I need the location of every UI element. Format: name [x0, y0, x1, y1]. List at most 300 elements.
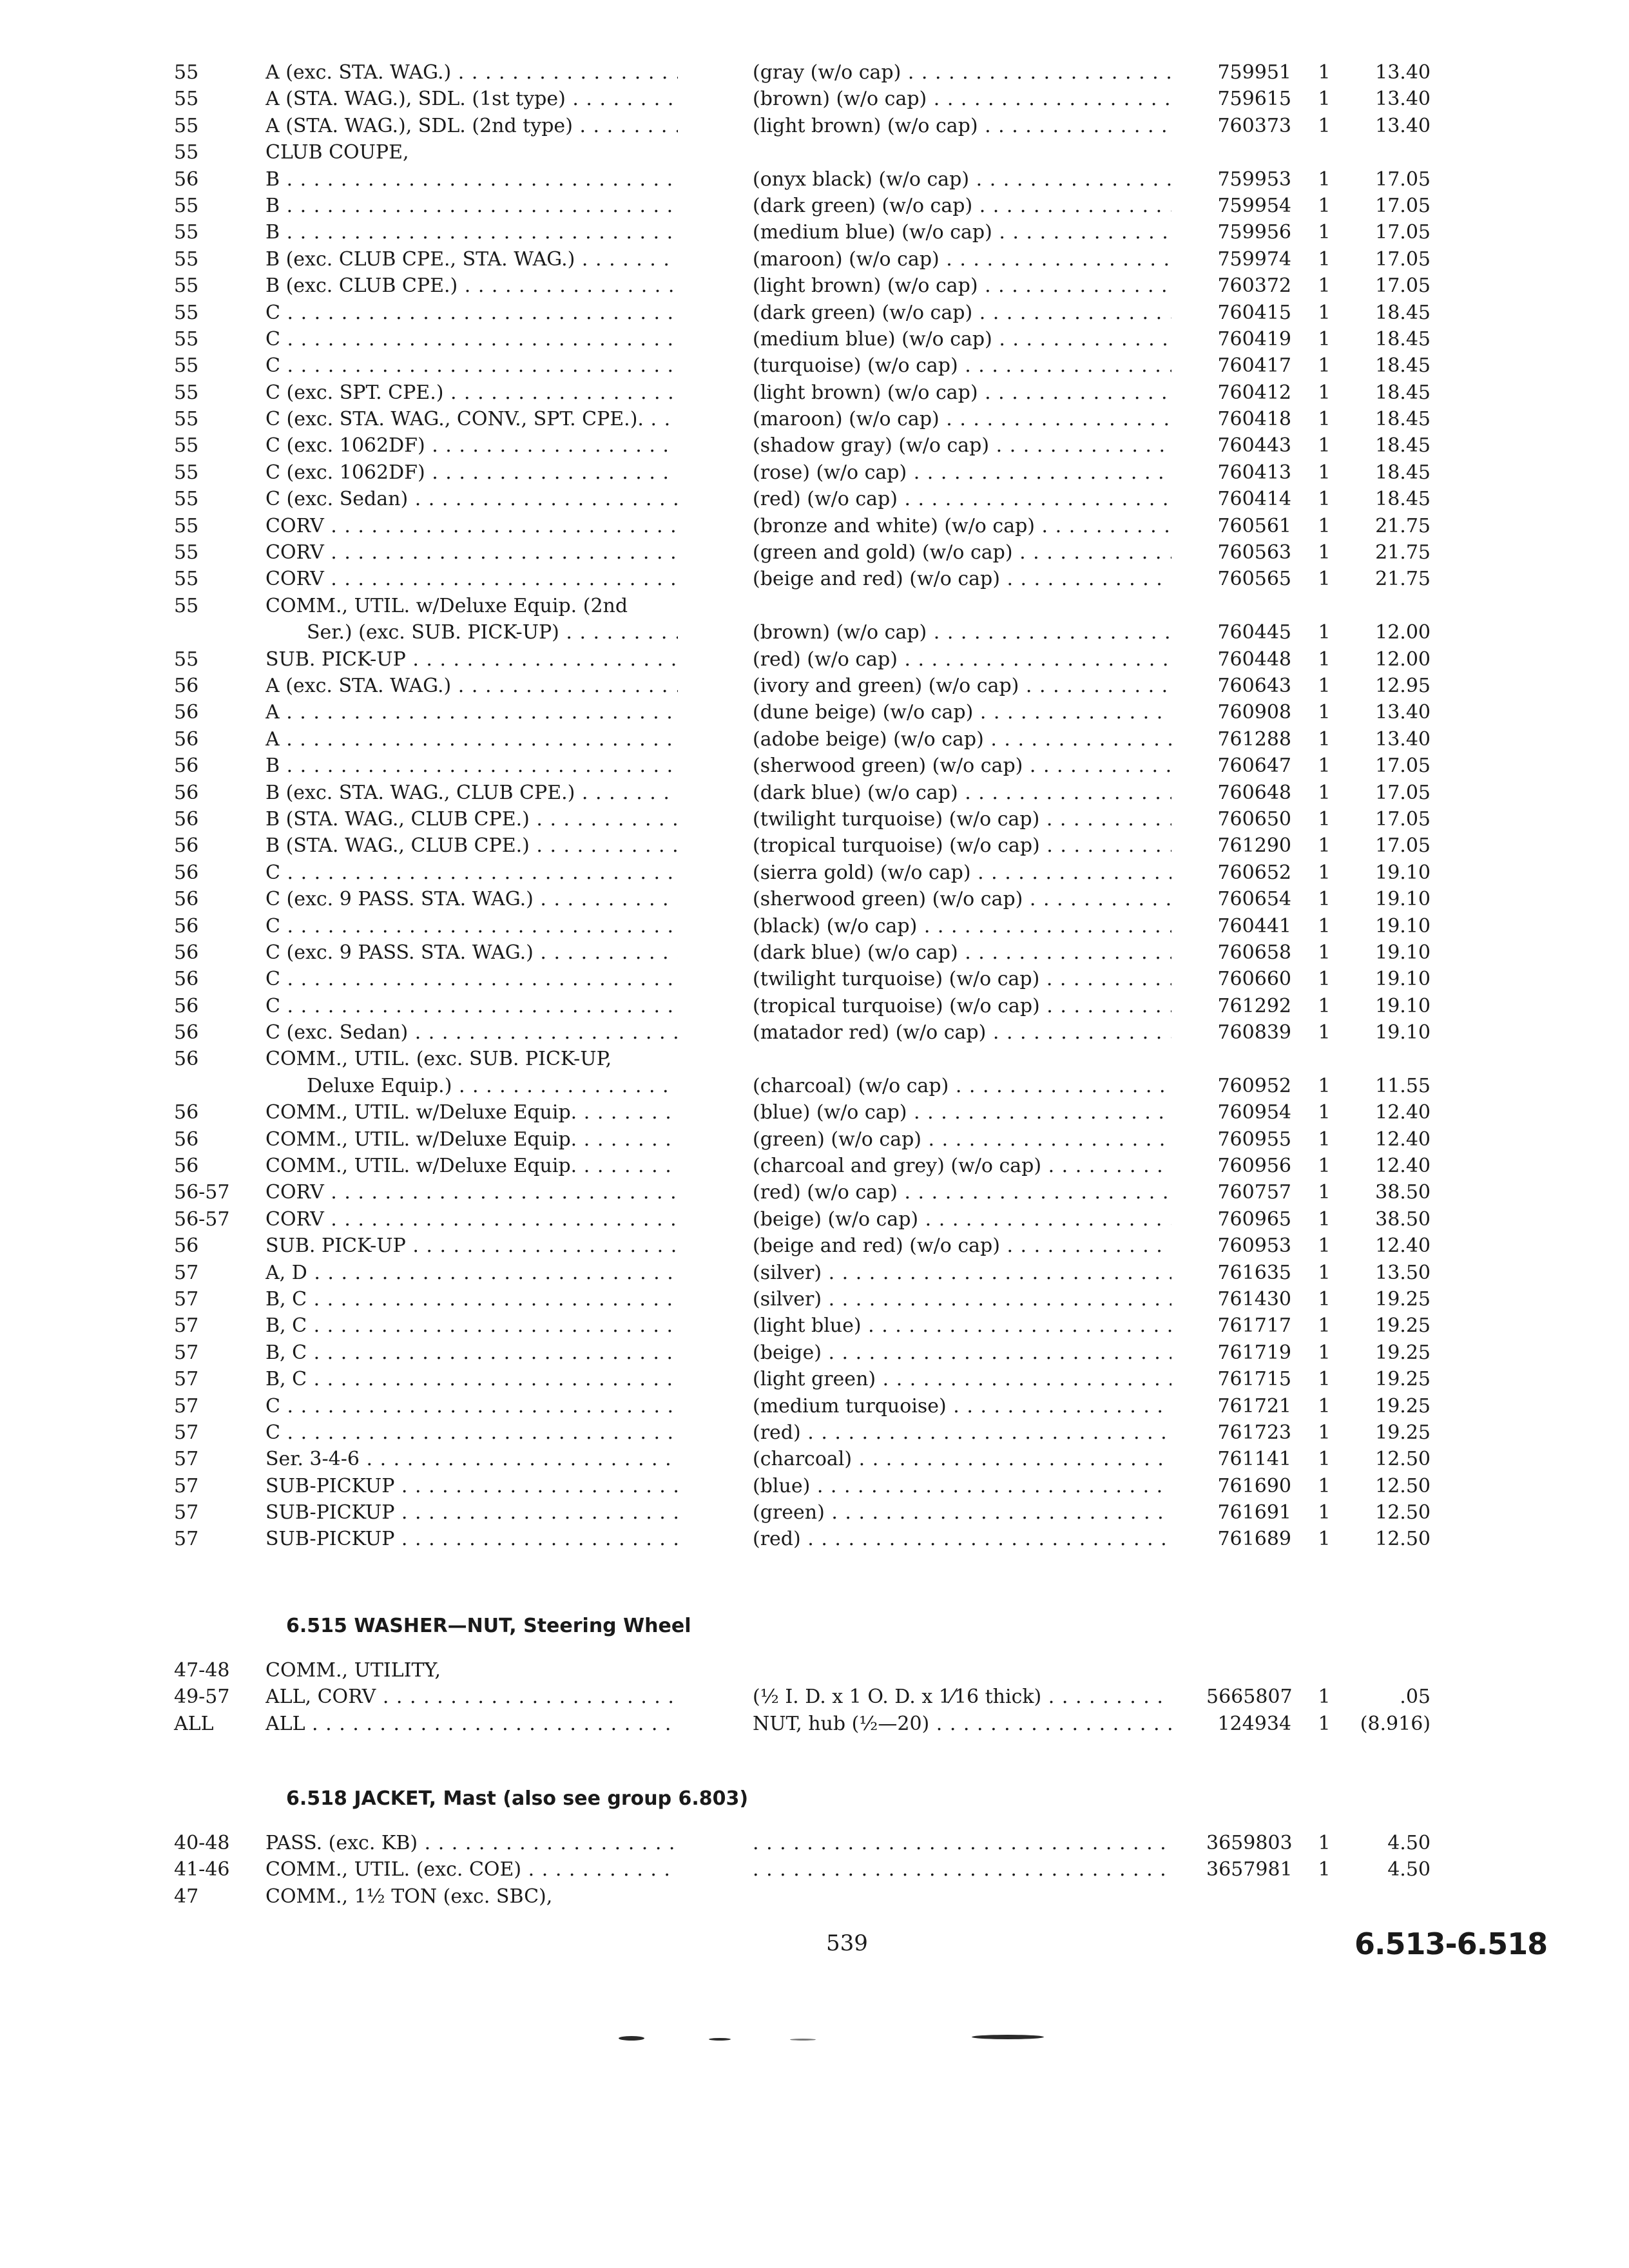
- model-application: A . . .: [265, 699, 678, 726]
- list-price: 4.50: [1387, 1832, 1431, 1854]
- quantity: 1: [1318, 488, 1331, 511]
- model-year: 40-48: [174, 1832, 230, 1854]
- model-application: A (STA. WAG.), SDL. (2nd type) . . .: [265, 113, 678, 139]
- part-number: 759954: [1217, 194, 1291, 217]
- parts-row: [0, 1684, 1629, 1710]
- model-application: B, C . . .: [265, 1340, 678, 1366]
- model-application: Ser.) (exc. SUB. PICK-UP) . . .: [307, 619, 678, 646]
- quantity: 1: [1318, 221, 1331, 244]
- part-description: (dark blue) (w/o cap) . . .: [753, 939, 1171, 966]
- model-year: 56: [174, 1128, 199, 1151]
- list-price: 12.50: [1375, 1448, 1431, 1471]
- part-description: (medium blue) (w/o cap) . . .: [753, 326, 1171, 352]
- quantity: 1: [1318, 727, 1331, 751]
- list-price: 18.45: [1375, 354, 1431, 378]
- part-description: (tropical turquoise) (w/o cap) . . .: [753, 832, 1171, 859]
- list-price: 18.45: [1375, 434, 1431, 457]
- part-description: (ivory and green) (w/o cap) . . .: [753, 673, 1171, 699]
- model-year: 56: [174, 168, 199, 191]
- part-description: (dune beige) (w/o cap) . . .: [753, 699, 1171, 726]
- scan-smudge: [709, 2038, 731, 2041]
- part-number: 3657981: [1206, 1858, 1293, 1881]
- parts-row: [0, 380, 1629, 406]
- list-price: 17.05: [1375, 834, 1431, 858]
- part-description: (red) . . .: [753, 1526, 1171, 1552]
- model-application: A . . .: [265, 726, 678, 753]
- model-year: 56: [174, 834, 199, 858]
- part-description: (medium blue) (w/o cap) . . .: [753, 219, 1171, 245]
- part-number: 760660: [1217, 968, 1291, 991]
- model-application: C (exc. Sedan) . . .: [265, 486, 678, 512]
- parts-row: [0, 1312, 1629, 1339]
- model-application: COMM., UTIL. w/Deluxe Equip. . . .: [265, 1099, 678, 1126]
- part-number: 760563: [1217, 541, 1291, 564]
- parts-row: [0, 1340, 1629, 1366]
- list-price: 19.10: [1375, 994, 1431, 1017]
- model-application: C . . .: [265, 993, 678, 1019]
- parts-row: [0, 1499, 1629, 1526]
- part-description: (matador red) (w/o cap) . . .: [753, 1019, 1171, 1046]
- section-title-6-515: 6.515 WASHER—NUT, Steering Wheel: [286, 1615, 691, 1637]
- model-application: C (exc. 9 PASS. STA. WAG.) . . .: [265, 939, 678, 966]
- quantity: 1: [1318, 541, 1331, 564]
- part-description: (dark green) (w/o cap) . . .: [753, 193, 1171, 219]
- model-year: 55: [174, 61, 199, 84]
- list-price: 12.40: [1375, 1128, 1431, 1151]
- parts-row: [0, 860, 1629, 886]
- model-year: 56: [174, 994, 199, 1017]
- model-year: 57: [174, 1261, 199, 1284]
- parts-row: [0, 780, 1629, 806]
- model-application: B (exc. CLUB CPE., STA. WAG.) . . .: [265, 246, 678, 273]
- parts-row: [0, 1366, 1629, 1392]
- model-year: 56: [174, 914, 199, 937]
- quantity: 1: [1318, 1501, 1331, 1524]
- quantity: 1: [1318, 1101, 1331, 1124]
- model-year: 55: [174, 301, 199, 324]
- quantity: 1: [1318, 247, 1331, 271]
- model-application: SUB-PICKUP . . .: [265, 1473, 678, 1499]
- parts-row: [0, 486, 1629, 512]
- part-number: 761691: [1217, 1501, 1291, 1524]
- parts-row: [0, 246, 1629, 273]
- part-number: 3659803: [1206, 1832, 1293, 1854]
- parts-row: [0, 726, 1629, 753]
- part-description: (sherwood green) (w/o cap) . . .: [753, 753, 1171, 779]
- part-description: (beige and red) (w/o cap) . . .: [753, 1233, 1171, 1259]
- quantity: 1: [1318, 461, 1331, 484]
- model-year: 55: [174, 141, 199, 164]
- part-description: (light brown) (w/o cap) . . .: [753, 113, 1171, 139]
- quantity: 1: [1318, 1314, 1331, 1338]
- model-application: A (exc. STA. WAG.) . . .: [265, 673, 678, 699]
- list-price: 17.05: [1375, 194, 1431, 217]
- part-number: 760953: [1217, 1235, 1291, 1258]
- quantity: 1: [1318, 994, 1331, 1017]
- model-year: 55: [174, 221, 199, 244]
- parts-row: [0, 1179, 1629, 1206]
- model-year: 56: [174, 754, 199, 778]
- model-application: C . . .: [265, 1393, 678, 1419]
- quantity: 1: [1318, 1448, 1331, 1471]
- quantity: 1: [1318, 1474, 1331, 1497]
- parts-list-continued: [0, 59, 1629, 1553]
- part-description: (beige) . . .: [753, 1340, 1171, 1366]
- parts-row: [0, 1830, 1629, 1856]
- model-year: 56-57: [174, 1207, 230, 1231]
- list-price: 19.25: [1375, 1287, 1431, 1311]
- model-year: 57: [174, 1474, 199, 1497]
- part-description: (twilight turquoise) (w/o cap) . . .: [753, 806, 1171, 832]
- model-year: 57: [174, 1368, 199, 1391]
- model-application: CLUB COUPE,: [265, 141, 409, 164]
- model-year: 56: [174, 1021, 199, 1044]
- quantity: 1: [1318, 861, 1331, 884]
- list-price: 19.25: [1375, 1341, 1431, 1364]
- model-year: 56-57: [174, 1181, 230, 1204]
- list-price: 19.25: [1375, 1394, 1431, 1418]
- model-application: C . . .: [265, 300, 678, 326]
- parts-row: [0, 539, 1629, 566]
- quantity: 1: [1318, 434, 1331, 457]
- quantity: 1: [1318, 1421, 1331, 1444]
- model-year: 57: [174, 1421, 199, 1444]
- parts-row: [0, 1046, 1629, 1072]
- part-description: (onyx black) (w/o cap) . . .: [753, 166, 1171, 193]
- model-year: 55: [174, 408, 199, 431]
- part-description: (dark blue) (w/o cap) . . .: [753, 780, 1171, 806]
- parts-list-6-518: [0, 1830, 1629, 1910]
- page-range-heading: 6.513-6.518: [1354, 1927, 1548, 1961]
- part-number: 761292: [1217, 994, 1291, 1017]
- part-description: (maroon) (w/o cap) . . .: [753, 246, 1171, 273]
- quantity: 1: [1318, 1832, 1331, 1854]
- model-application: C . . .: [265, 966, 678, 992]
- part-number: 760965: [1217, 1207, 1291, 1231]
- parts-row: [0, 1856, 1629, 1883]
- scan-smudge: [972, 2035, 1044, 2039]
- parts-row: [0, 432, 1629, 459]
- list-price: 17.05: [1375, 274, 1431, 298]
- model-application: COMM., UTIL. w/Deluxe Equip. . . .: [265, 1153, 678, 1179]
- quantity: 1: [1318, 1341, 1331, 1364]
- part-description: (green) . . .: [753, 1499, 1171, 1526]
- part-number: 761721: [1217, 1394, 1291, 1418]
- parts-row: [0, 1019, 1629, 1046]
- part-description: (blue) (w/o cap) . . .: [753, 1099, 1171, 1126]
- model-year: 56: [174, 674, 199, 697]
- parts-row: [0, 59, 1629, 86]
- list-price: 17.05: [1375, 168, 1431, 191]
- part-description: (twilight turquoise) (w/o cap) . . .: [753, 966, 1171, 992]
- part-description: (beige) (w/o cap) . . .: [753, 1206, 1171, 1233]
- model-application: Ser. 3-4-6 . . .: [265, 1446, 678, 1472]
- part-description: (dark green) (w/o cap) . . .: [753, 300, 1171, 326]
- model-application: COMM., 1½ TON (exc. SBC),: [265, 1885, 553, 1908]
- model-year: 56: [174, 701, 199, 724]
- list-price: 19.10: [1375, 861, 1431, 884]
- list-price: 21.75: [1375, 541, 1431, 564]
- parts-row: [0, 993, 1629, 1019]
- part-description: (maroon) (w/o cap) . . .: [753, 406, 1171, 432]
- model-application: A, D . . .: [265, 1260, 678, 1286]
- model-application: C (exc. SPT. CPE.) . . .: [265, 380, 678, 406]
- quantity: 1: [1318, 354, 1331, 378]
- list-price: 12.50: [1375, 1474, 1431, 1497]
- quantity: 1: [1318, 1155, 1331, 1178]
- part-description: (blue) . . .: [753, 1473, 1171, 1499]
- parts-row: [0, 1446, 1629, 1472]
- parts-list-6-515: [0, 1657, 1629, 1737]
- part-number: 760955: [1217, 1128, 1291, 1151]
- part-number: 759974: [1217, 247, 1291, 271]
- model-application: Deluxe Equip.) . . .: [307, 1073, 678, 1099]
- part-number: 760956: [1217, 1155, 1291, 1178]
- list-price: 19.25: [1375, 1314, 1431, 1338]
- quantity: 1: [1318, 1128, 1331, 1151]
- quantity: 1: [1318, 648, 1331, 671]
- list-price: 19.10: [1375, 914, 1431, 937]
- section-title-6-518: 6.518 JACKET, Mast (also see group 6.803): [286, 1787, 749, 1810]
- quantity: 1: [1318, 88, 1331, 111]
- quantity: 1: [1318, 408, 1331, 431]
- quantity: 1: [1318, 1021, 1331, 1044]
- model-application: B (exc. STA. WAG., CLUB CPE.) . . .: [265, 780, 678, 806]
- parts-row: [0, 193, 1629, 219]
- part-description: (light brown) (w/o cap) . . .: [753, 273, 1171, 299]
- model-year: 55: [174, 488, 199, 511]
- part-description: (green) (w/o cap) . . .: [753, 1126, 1171, 1153]
- list-price: 21.75: [1375, 568, 1431, 591]
- model-year: 55: [174, 541, 199, 564]
- model-application: COMM., UTIL. (exc. SUB. PICK-UP,: [265, 1048, 612, 1071]
- list-price: 12.95: [1375, 674, 1431, 697]
- model-year: 55: [174, 594, 199, 617]
- part-number: 761690: [1217, 1474, 1291, 1497]
- model-year: 57: [174, 1501, 199, 1524]
- list-price: 13.40: [1375, 701, 1431, 724]
- scan-smudge: [619, 2036, 644, 2041]
- model-application: SUB-PICKUP . . .: [265, 1499, 678, 1526]
- part-description: (red) (w/o cap) . . .: [753, 486, 1171, 512]
- part-description: (black) (w/o cap) . . .: [753, 913, 1171, 939]
- list-price: (8.916): [1360, 1712, 1431, 1735]
- part-number: 760417: [1217, 354, 1291, 378]
- quantity: 1: [1318, 1235, 1331, 1258]
- model-year: 49-57: [174, 1686, 230, 1709]
- part-number: 760441: [1217, 914, 1291, 937]
- parts-row: [0, 273, 1629, 299]
- model-application: C . . .: [265, 913, 678, 939]
- parts-row: [0, 1153, 1629, 1179]
- list-price: 12.40: [1375, 1155, 1431, 1178]
- quantity: 1: [1318, 1074, 1331, 1097]
- list-price: 19.10: [1375, 1021, 1431, 1044]
- quantity: 1: [1318, 274, 1331, 298]
- model-application: SUB. PICK-UP . . .: [265, 646, 678, 673]
- part-description: (turquoise) (w/o cap) . . .: [753, 352, 1171, 379]
- list-price: 12.50: [1375, 1528, 1431, 1551]
- parts-row: [0, 1657, 1629, 1684]
- parts-row: [0, 1206, 1629, 1233]
- part-description: (beige and red) (w/o cap) . . .: [753, 566, 1171, 592]
- model-application: CORV . . .: [265, 566, 678, 592]
- model-year: 57: [174, 1394, 199, 1418]
- list-price: 19.10: [1375, 968, 1431, 991]
- list-price: 17.05: [1375, 754, 1431, 778]
- model-year: 56: [174, 941, 199, 964]
- parts-row: [0, 113, 1629, 139]
- list-price: 38.50: [1375, 1181, 1431, 1204]
- part-description: (red) (w/o cap) . . .: [753, 646, 1171, 673]
- model-year: 56: [174, 727, 199, 751]
- model-application: PASS. (exc. KB) . . .: [265, 1830, 678, 1856]
- part-number: 760445: [1217, 621, 1291, 644]
- model-application: ALL, CORV . . .: [265, 1684, 678, 1710]
- quantity: 1: [1318, 514, 1331, 537]
- part-number: 760565: [1217, 568, 1291, 591]
- parts-row: [0, 1419, 1629, 1446]
- part-description: (charcoal and grey) (w/o cap) . . .: [753, 1153, 1171, 1179]
- quantity: 1: [1318, 61, 1331, 84]
- model-application: COMM., UTIL. w/Deluxe Equip. (2nd: [265, 594, 628, 617]
- model-year: 57: [174, 1341, 199, 1364]
- part-number: 760448: [1217, 648, 1291, 671]
- list-price: 12.00: [1375, 648, 1431, 671]
- model-application: B (STA. WAG., CLUB CPE.) . . .: [265, 806, 678, 832]
- quantity: 1: [1318, 968, 1331, 991]
- part-number: 760418: [1217, 408, 1291, 431]
- parts-row: [0, 326, 1629, 352]
- part-number: 760952: [1217, 1074, 1291, 1097]
- list-price: 12.50: [1375, 1501, 1431, 1524]
- list-price: 13.40: [1375, 61, 1431, 84]
- model-application: C (exc. Sedan) . . .: [265, 1019, 678, 1046]
- model-year: 56: [174, 807, 199, 831]
- quantity: 1: [1318, 1858, 1331, 1881]
- scan-smudge: [790, 2039, 816, 2041]
- list-price: 12.40: [1375, 1235, 1431, 1258]
- quantity: 1: [1318, 301, 1331, 324]
- model-year: 57: [174, 1287, 199, 1311]
- quantity: 1: [1318, 1712, 1331, 1735]
- part-number: 760839: [1217, 1021, 1291, 1044]
- quantity: 1: [1318, 834, 1331, 858]
- part-number: 761430: [1217, 1287, 1291, 1311]
- part-number: 760648: [1217, 781, 1291, 804]
- page-number: 539: [826, 1930, 868, 1956]
- model-year: 55: [174, 648, 199, 671]
- parts-row: [0, 1260, 1629, 1286]
- list-price: 18.45: [1375, 381, 1431, 404]
- part-description: (charcoal) . . .: [753, 1446, 1171, 1472]
- list-price: 13.40: [1375, 114, 1431, 137]
- part-number: 761715: [1217, 1368, 1291, 1391]
- part-description: (brown) (w/o cap) . . .: [753, 619, 1171, 646]
- model-application: SUB. PICK-UP . . .: [265, 1233, 678, 1259]
- model-application: C (exc. STA. WAG., CONV., SPT. CPE.). . . .: [265, 406, 678, 432]
- parts-row: [0, 593, 1629, 619]
- part-number: 760412: [1217, 381, 1291, 404]
- parts-row: [0, 646, 1629, 673]
- part-number: 760757: [1217, 1181, 1291, 1204]
- quantity: 1: [1318, 114, 1331, 137]
- model-application: CORV . . .: [265, 539, 678, 566]
- parts-row: [0, 300, 1629, 326]
- part-number: 760908: [1217, 701, 1291, 724]
- model-year: 56: [174, 888, 199, 911]
- part-number: 760643: [1217, 674, 1291, 697]
- part-number: 761635: [1217, 1261, 1291, 1284]
- model-year: 55: [174, 461, 199, 484]
- model-year: 47-48: [174, 1659, 230, 1682]
- quantity: 1: [1318, 1207, 1331, 1231]
- part-description: (bronze and white) (w/o cap) . . .: [753, 513, 1171, 539]
- quantity: 1: [1318, 1287, 1331, 1311]
- list-price: 13.40: [1375, 727, 1431, 751]
- parts-row: [0, 699, 1629, 726]
- part-number: 760414: [1217, 488, 1291, 511]
- part-number: 759951: [1217, 61, 1291, 84]
- part-number: 761719: [1217, 1341, 1291, 1364]
- list-price: 19.10: [1375, 888, 1431, 911]
- parts-row: [0, 219, 1629, 245]
- model-year: 55: [174, 88, 199, 111]
- model-application: B . . .: [265, 166, 678, 193]
- model-application: B, C . . .: [265, 1312, 678, 1339]
- list-price: 4.50: [1387, 1858, 1431, 1881]
- list-price: 17.05: [1375, 221, 1431, 244]
- quantity: 1: [1318, 168, 1331, 191]
- part-description: [753, 1856, 1171, 1883]
- model-year: ALL: [174, 1712, 214, 1735]
- model-application: B . . .: [265, 219, 678, 245]
- list-price: 19.25: [1375, 1421, 1431, 1444]
- list-price: 21.75: [1375, 514, 1431, 537]
- model-year: 56: [174, 1101, 199, 1124]
- model-application: COMM., UTIL. w/Deluxe Equip. . . .: [265, 1126, 678, 1153]
- model-year: 57: [174, 1528, 199, 1551]
- model-year: 55: [174, 354, 199, 378]
- parts-row: [0, 1473, 1629, 1499]
- part-number: 760419: [1217, 327, 1291, 351]
- part-number: 761723: [1217, 1421, 1291, 1444]
- part-number: 760647: [1217, 754, 1291, 778]
- quantity: 1: [1318, 807, 1331, 831]
- model-year: 55: [174, 194, 199, 217]
- part-description: (sherwood green) (w/o cap) . . .: [753, 886, 1171, 912]
- part-description: (½ I. D. x 1 O. D. x 1⁄16 thick) . . .: [753, 1684, 1171, 1710]
- model-year: 57: [174, 1314, 199, 1338]
- model-year: 56: [174, 968, 199, 991]
- model-year: 56: [174, 781, 199, 804]
- part-number: 760658: [1217, 941, 1291, 964]
- model-application: ALL . . .: [265, 1711, 678, 1737]
- part-number: 761717: [1217, 1314, 1291, 1338]
- parts-row: [0, 1883, 1629, 1910]
- part-number: 124934: [1217, 1712, 1291, 1735]
- model-year: 55: [174, 434, 199, 457]
- part-number: 761288: [1217, 727, 1291, 751]
- quantity: 1: [1318, 1261, 1331, 1284]
- model-application: SUB-PICKUP . . .: [265, 1526, 678, 1552]
- model-application: B . . .: [265, 193, 678, 219]
- part-description: (green and gold) (w/o cap) . . .: [753, 539, 1171, 566]
- part-description: (light brown) (w/o cap) . . .: [753, 380, 1171, 406]
- model-application: B (STA. WAG., CLUB CPE.) . . .: [265, 832, 678, 859]
- model-application: B, C . . .: [265, 1286, 678, 1312]
- parts-row: [0, 1711, 1629, 1737]
